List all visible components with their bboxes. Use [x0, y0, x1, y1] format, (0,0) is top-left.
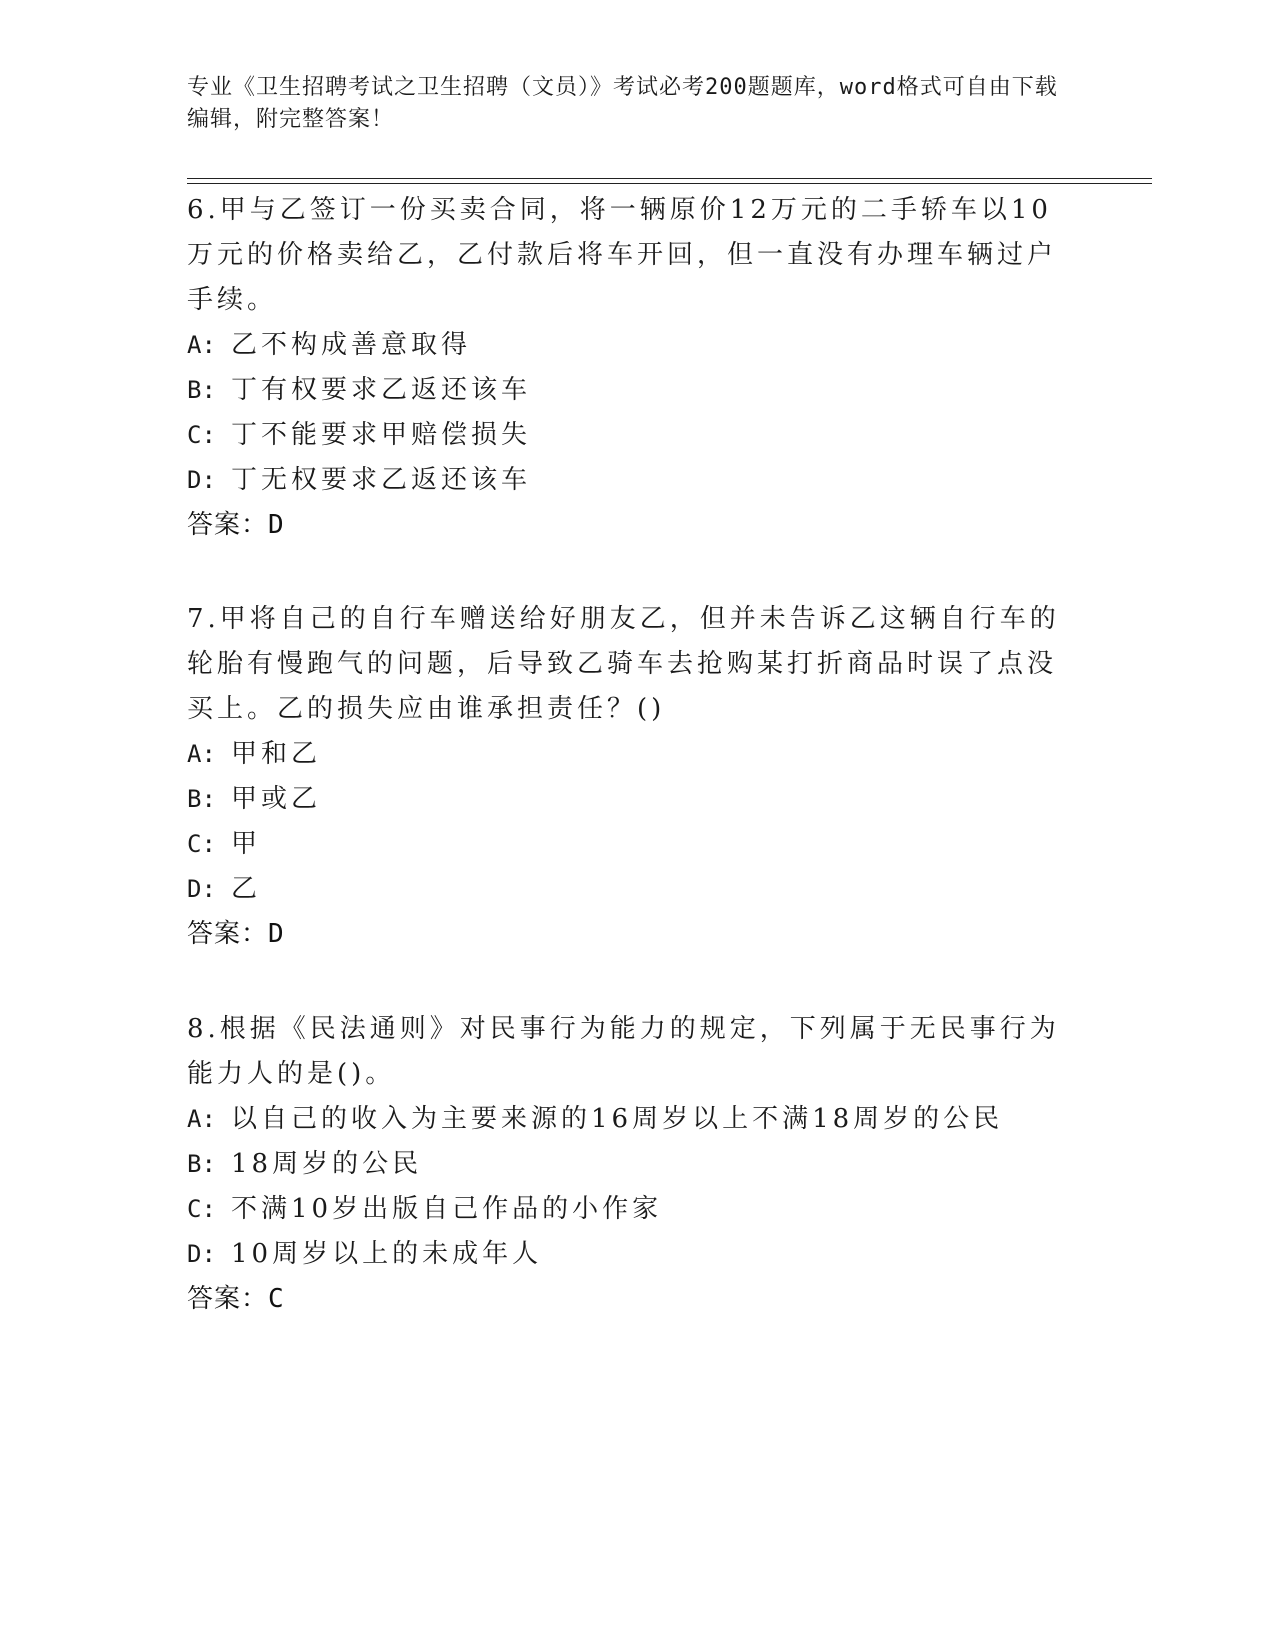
answer-line	[187, 503, 1067, 548]
option-text: 丁不能要求甲赔偿损失	[231, 420, 532, 450]
option-b	[187, 777, 1067, 822]
option-text: 乙不构成善意取得	[231, 330, 472, 360]
option-d	[187, 867, 1067, 912]
option-text: 10周岁以上的未成年人	[231, 1239, 543, 1269]
option-d	[187, 458, 1067, 503]
answer-value: D	[268, 919, 285, 949]
header-divider-bottom	[187, 183, 1152, 184]
option-text: 不满10岁出版自己作品的小作家	[231, 1194, 663, 1224]
question-8	[187, 1007, 1067, 1322]
header-divider-top	[187, 178, 1152, 179]
option-text: 甲或乙	[231, 784, 322, 814]
option-key: D:	[187, 466, 216, 494]
answer-value: D	[268, 510, 285, 540]
option-a	[187, 1097, 1067, 1142]
answer-label: 答案：	[187, 510, 269, 540]
option-c	[187, 822, 1067, 867]
answer-value: C	[268, 1284, 285, 1314]
option-key: B:	[187, 376, 216, 404]
option-key: C:	[187, 1195, 216, 1223]
answer-line	[187, 1277, 1067, 1322]
option-key: A:	[187, 740, 216, 768]
option-text: 丁无权要求乙返还该车	[231, 465, 532, 495]
option-text: 甲	[231, 829, 262, 859]
option-a	[187, 732, 1067, 777]
option-b	[187, 1142, 1067, 1187]
option-key: C:	[187, 830, 216, 858]
option-c	[187, 413, 1067, 458]
question-stem: 7.甲将自己的自行车赠送给好朋友乙，但并未告诉乙这辆自行车的轮胎有慢跑气的问题，后导致乙骑车去抢购某打折商品时误了点没买上。乙的损失应由谁承担责任？()	[187, 604, 1060, 724]
option-a	[187, 323, 1067, 368]
option-b	[187, 368, 1067, 413]
option-text: 18周岁的公民	[231, 1149, 423, 1179]
option-key: D:	[187, 875, 216, 903]
option-key: C:	[187, 421, 216, 449]
question-stem: 6.甲与乙签订一份买卖合同，将一辆原价12万元的二手轿车以10万元的价格卖给乙，乙付款后将车开回，但一直没有办理车辆过户手续。	[187, 195, 1058, 315]
option-key: A:	[187, 331, 216, 359]
question-stem: 8.根据《民法通则》对民事行为能力的规定，下列属于无民事行为能力人的是()。	[187, 1014, 1060, 1089]
option-key: A:	[187, 1105, 216, 1133]
answer-label: 答案：	[187, 919, 269, 949]
question-6	[187, 188, 1067, 548]
option-key: B:	[187, 1150, 216, 1178]
question-7	[187, 597, 1067, 957]
option-text: 乙	[231, 874, 262, 904]
option-text: 以自己的收入为主要来源的16周岁以上不满18周岁的公民	[231, 1104, 1004, 1134]
option-d	[187, 1232, 1067, 1277]
option-key: D:	[187, 1240, 216, 1268]
answer-line	[187, 912, 1067, 957]
answer-label: 答案：	[187, 1284, 269, 1314]
option-c	[187, 1187, 1067, 1232]
option-key: B:	[187, 785, 216, 813]
document-header: 专业《卫生招聘考试之卫生招聘（文员）》考试必考200题题库，word格式可自由下载编辑，附完整答案！	[187, 75, 1058, 132]
option-text: 丁有权要求乙返还该车	[231, 375, 532, 405]
option-text: 甲和乙	[231, 739, 322, 769]
